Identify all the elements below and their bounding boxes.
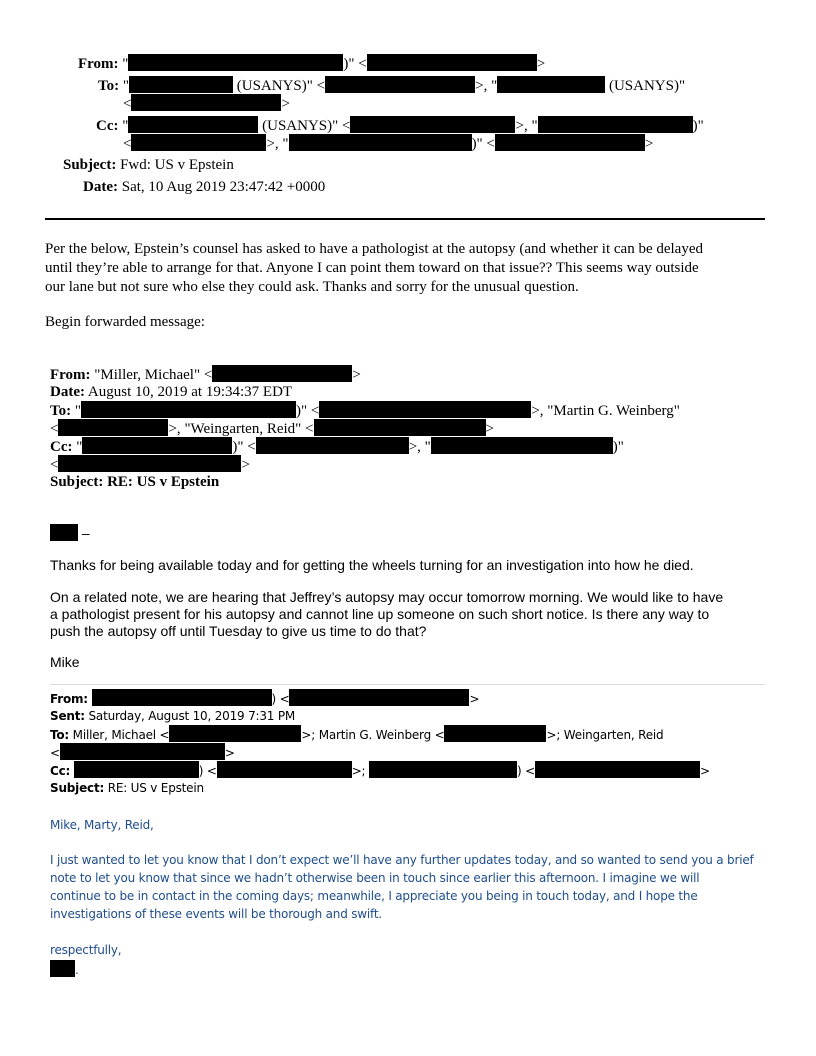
- redaction: [82, 437, 232, 454]
- redaction: [81, 401, 296, 418]
- redaction: [367, 54, 537, 71]
- redaction: [50, 524, 78, 541]
- org-text: (USANYS)": [236, 78, 313, 94]
- to-label: To:: [98, 78, 120, 94]
- message-line: Thanks for being available today and for getting the wheels turning for an investigation into how he died.: [50, 557, 694, 573]
- redaction: [58, 455, 241, 472]
- date-label: Date:: [50, 384, 85, 400]
- redaction: [129, 76, 233, 93]
- header-divider: [45, 218, 765, 220]
- sent-value: Saturday, August 10, 2019 7:31 PM: [88, 709, 296, 723]
- redaction: [169, 725, 301, 742]
- from-label: From:: [78, 56, 119, 72]
- subject-label: Subject:: [50, 781, 105, 795]
- redaction: [350, 116, 515, 133]
- outer-subject-line: [63, 156, 234, 174]
- redaction: [131, 94, 281, 111]
- recipient-name: "Martin G. Weinberg": [547, 403, 680, 419]
- body-line: our lane but not sure who else they could ask. Thanks and sorry for the unusual question.: [45, 279, 579, 295]
- message-line: a pathologist present for his autopsy and cannot line up someone on such short notice. Is there any way to: [50, 606, 710, 622]
- recipient-name: Weingarten, Reid: [563, 728, 664, 742]
- orig-to-line-2: < >: [50, 743, 235, 762]
- subject-label: Subject:: [50, 474, 104, 490]
- date-value: Sat, 10 Aug 2019 23:47:42 +0000: [121, 179, 326, 195]
- sent-label: Sent:: [50, 709, 85, 723]
- message-line: note to let you know that since we hadn’t otherwise been in touch since earlier this afternoon. I imagine we will: [50, 871, 700, 885]
- message-line: push the autopsy off until Tuesday to give us time to do that?: [50, 623, 427, 639]
- date-value: August 10, 2019 at 19:34:37 EDT: [87, 384, 293, 400]
- redaction: [58, 419, 168, 436]
- redaction: [369, 761, 517, 778]
- redaction: [497, 76, 605, 93]
- orig-to-line: To: Miller, Michael < >; Martin G. Weinberg < >; Weingarten, Reid: [50, 725, 663, 744]
- closing: respectfully,: [50, 943, 122, 957]
- message-line: continue to be in contact in the coming days; meanwhile, I appreciate you being in touch today, and I hope the: [50, 889, 698, 903]
- fwd-subject-line: [50, 473, 219, 491]
- fwd-to-line: To: " )" < >, "Martin G. Weinberg": [50, 403, 680, 419]
- date-label: Date:: [83, 179, 118, 195]
- redaction: [535, 761, 700, 778]
- outer-cc-line-2: < >, " )" < >: [123, 136, 654, 152]
- org-text: (USANYS)": [262, 118, 339, 134]
- outer-to-line-2: < >: [123, 96, 290, 112]
- cc-label: Cc:: [50, 764, 71, 778]
- period: .: [75, 963, 79, 977]
- redaction: [60, 743, 225, 760]
- body-line: Per the below, Epstein’s counsel has asked to have a pathologist at the autopsy (and whether it can be delayed: [45, 241, 704, 257]
- salutation-line: [50, 524, 90, 542]
- redaction: [538, 116, 693, 133]
- redaction: [431, 437, 613, 454]
- from-label: From:: [50, 367, 91, 383]
- forward-note: Begin forwarded message:: [45, 314, 205, 330]
- outer-cc-line: Cc: " (USANYS)" < >, " )": [96, 118, 704, 134]
- signature-line: [50, 960, 79, 979]
- redaction: [131, 134, 266, 151]
- redaction: [289, 134, 472, 151]
- outer-to-line: To: " (USANYS)" < >, " (USANYS)": [98, 78, 686, 94]
- outer-from-line: From: " )" < >: [78, 56, 546, 72]
- subject-value: RE: US v Epstein: [107, 474, 220, 490]
- redaction: [495, 134, 645, 151]
- fwd-cc-line-2: < >: [50, 457, 250, 473]
- redaction: [256, 437, 409, 454]
- fwd-to-line-2: < >, "Weingarten, Reid" < >: [50, 421, 494, 437]
- from-name: "Miller, Michael": [94, 367, 201, 383]
- orig-cc-line: Cc: ) < >; ) < >: [50, 761, 710, 780]
- message-line: investigations of these events will be thorough and swift.: [50, 907, 382, 921]
- recipient-name: Martin G. Weinberg: [318, 728, 431, 742]
- orig-from-line: From: ) < >: [50, 689, 479, 708]
- to-label: To:: [50, 403, 72, 419]
- orig-sent-line: [50, 707, 295, 725]
- redaction: [325, 76, 475, 93]
- fwd-from-line: From: "Miller, Michael" < >: [50, 367, 361, 383]
- redaction: [217, 761, 352, 778]
- from-label: From:: [50, 692, 88, 706]
- fwd-cc-line: Cc: " )" < >, " )": [50, 439, 624, 455]
- message-divider: [50, 684, 765, 685]
- recipient-name: "Weingarten, Reid": [184, 421, 302, 437]
- outer-date-line: [83, 178, 325, 196]
- redaction: [92, 689, 272, 706]
- org-text: (USANYS)": [608, 78, 686, 94]
- subject-label: Subject:: [63, 157, 117, 173]
- redaction: [74, 761, 199, 778]
- redaction: [128, 54, 343, 71]
- recipient-name: Miller, Michael: [72, 728, 156, 742]
- cc-label: Cc:: [96, 118, 119, 134]
- signature: Mike: [50, 654, 80, 670]
- subject-value: Fwd: US v Epstein: [120, 157, 234, 173]
- redaction: [128, 116, 258, 133]
- to-label: To:: [50, 728, 70, 742]
- message-line: On a related note, we are hearing that Jeffrey’s autopsy may occur tomorrow morning. We would like to have: [50, 589, 724, 605]
- cc-label: Cc:: [50, 439, 73, 455]
- message-line: I just wanted to let you know that I don’t expect we’ll have any further updates today, and so wanted to send you a brief: [50, 853, 754, 867]
- redaction: [444, 725, 546, 742]
- fwd-date-line: [50, 383, 292, 401]
- subject-value: RE: US v Epstein: [107, 781, 204, 795]
- redaction: [314, 419, 486, 436]
- redaction: [212, 365, 352, 382]
- greeting: Mike, Marty, Reid,: [50, 818, 154, 832]
- body-line: until they’re able to arrange for that. Anyone I can point them toward on that issue?? This seems way outside: [45, 260, 699, 276]
- redaction: [50, 960, 75, 977]
- orig-subject-line: [50, 779, 204, 797]
- dash: –: [81, 525, 90, 541]
- redaction: [289, 689, 469, 706]
- redaction: [319, 401, 531, 418]
